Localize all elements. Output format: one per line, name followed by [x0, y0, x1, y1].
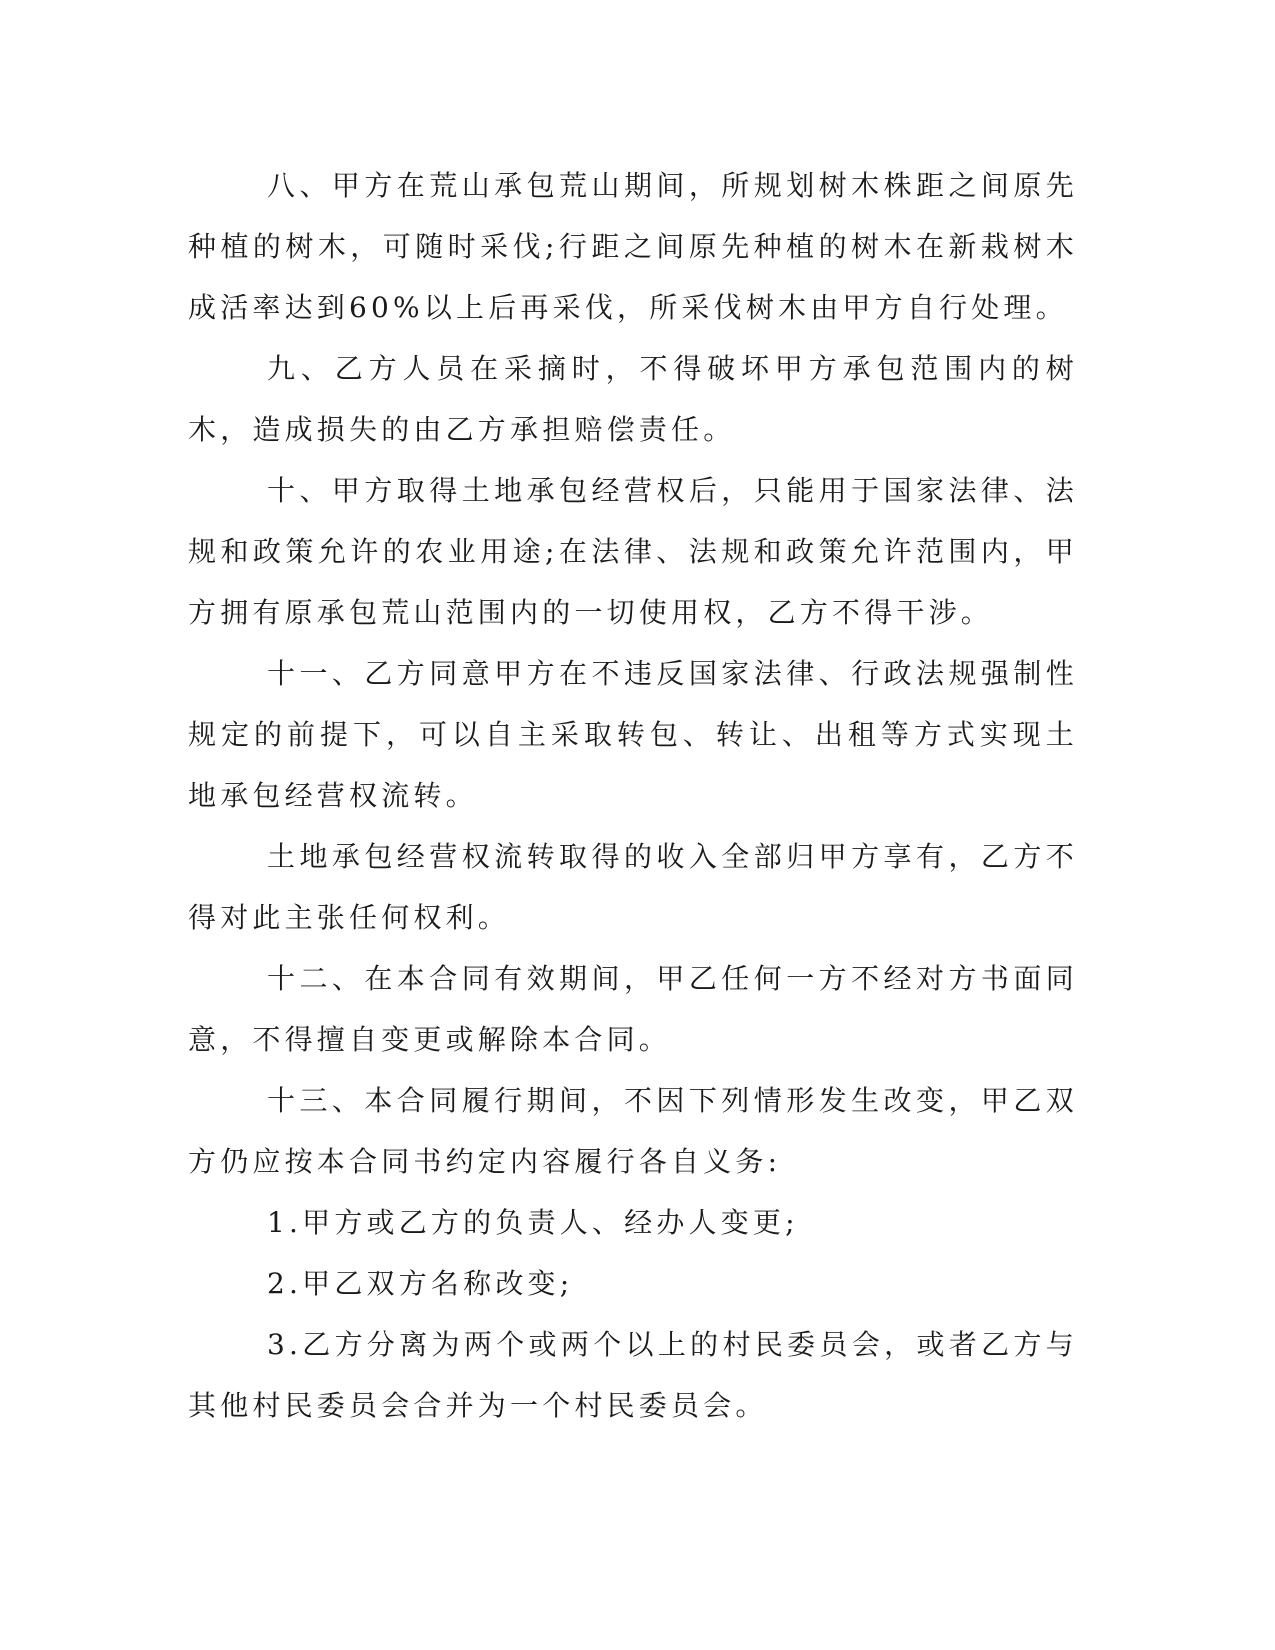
- clause-13-item-1: 1.甲方或乙方的负责人、经办人变更;: [267, 1206, 799, 1239]
- clause-12-paragraph: 十二、在本合同有效期间，甲乙任何一方不经对方书面同意，不得擅自变更或解除本合同。: [188, 962, 1078, 1056]
- clause-13-paragraph: 十三、本合同履行期间，不因下列情形发生改变，甲乙双方仍应按本合同书约定内容履行各自义务:: [188, 1084, 1078, 1178]
- clause-8-paragraph: 八、甲方在荒山承包荒山期间，所规划树木株距之间原先种植的树木，可随时采伐;行距之间原先种植的树木在新栽树木成活率达到60%以上后再采伐，所采伐树木由甲方自行处理。: [188, 169, 1078, 324]
- clause-11-paragraph: 十一、乙方同意甲方在不违反国家法律、行政法规强制性规定的前提下，可以自主采取转包、转让、出租等方式实现土地承包经营权流转。: [188, 657, 1078, 812]
- clause-13-item-2: 2.甲乙双方名称改变;: [267, 1267, 574, 1300]
- document-body: [188, 155, 1078, 1436]
- clause-10-paragraph: 十、甲方取得土地承包经营权后，只能用于国家法律、法规和政策允许的农业用途;在法律、法规和政策允许范围内，甲方拥有原承包荒山范围内的一切使用权，乙方不得干涉。: [188, 474, 1078, 629]
- clause-13-item-3: 3.乙方分离为两个或两个以上的村民委员会，或者乙方与其他村民委员会合并为一个村民委员会。: [188, 1328, 1078, 1422]
- clause-9-paragraph: 九、乙方人员在采摘时，不得破坏甲方承包范围内的树木，造成损失的由乙方承担赔偿责任。: [188, 352, 1078, 446]
- clause-11-income-paragraph: 土地承包经营权流转取得的收入全部归甲方享有，乙方不得对此主张任何权利。: [188, 840, 1078, 934]
